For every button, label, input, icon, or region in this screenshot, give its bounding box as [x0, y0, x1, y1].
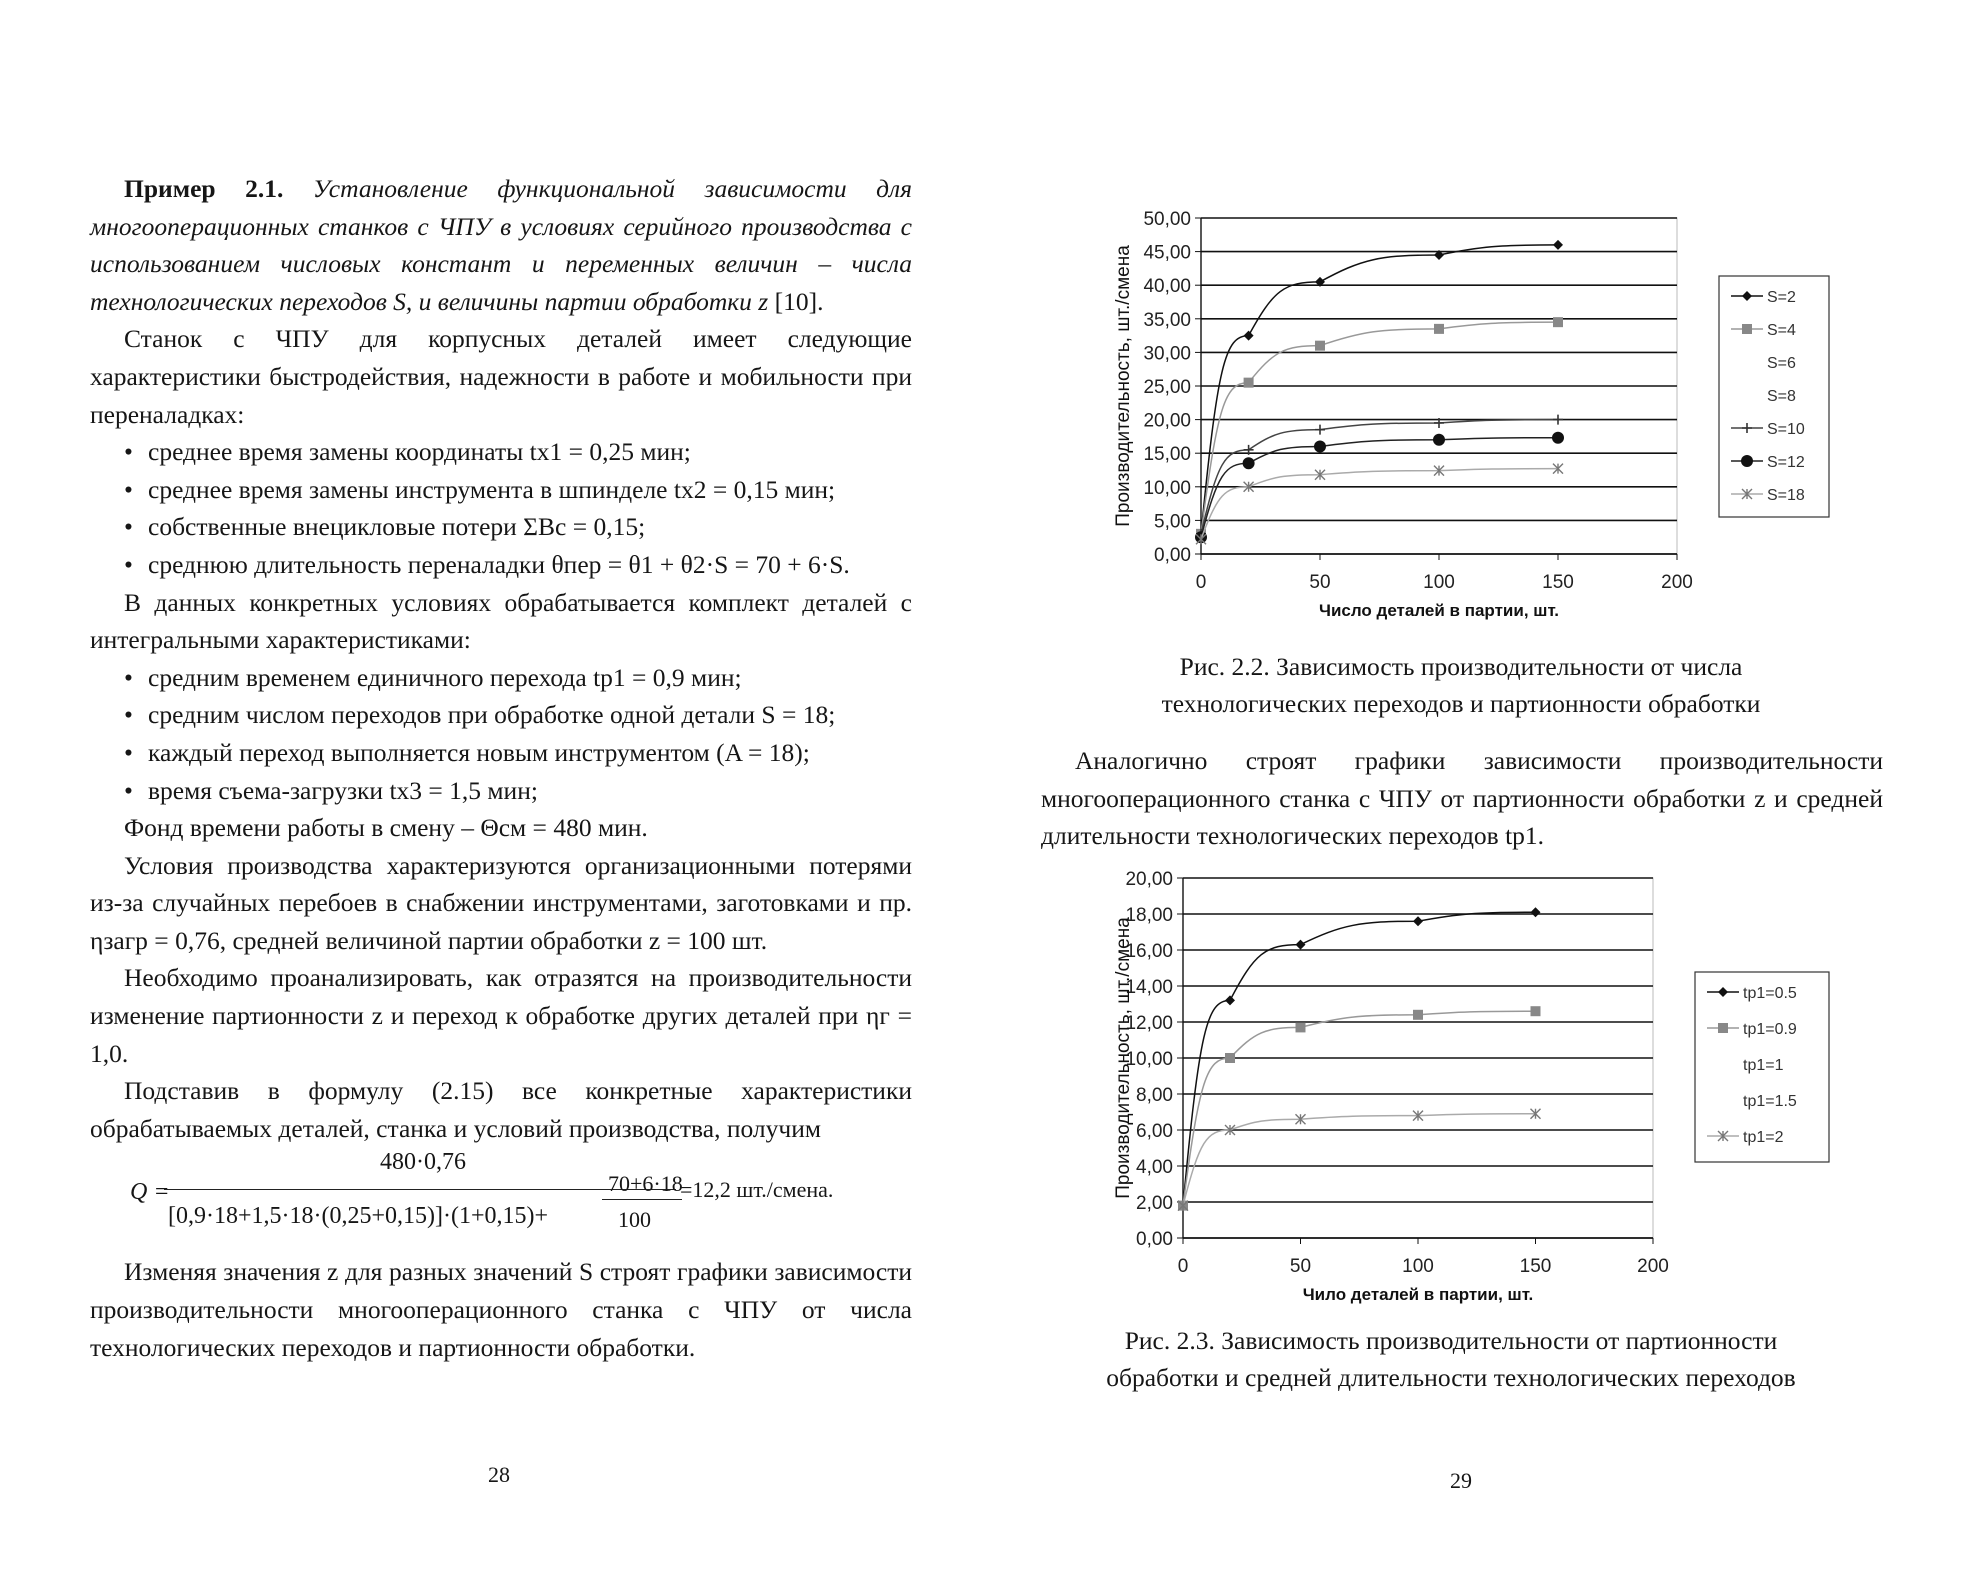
data-point [1244, 331, 1254, 341]
legend-label: S=4 [1767, 322, 1796, 339]
data-point [1413, 1010, 1423, 1020]
y-tick-label: 40,00 [1143, 276, 1191, 298]
legend-label: tp1=0.5 [1743, 985, 1797, 1002]
page-number-left: 28 [488, 1462, 510, 1487]
y-tick-label: 12,00 [1125, 1013, 1173, 1034]
fund-paragraph: Фонд времени работы в смену – Θсм = 480 мин. [124, 813, 648, 843]
x-tick-label: 150 [1519, 1256, 1552, 1277]
legend-label: tp1=1 [1743, 1057, 1784, 1074]
data-point [1433, 434, 1445, 446]
x-tick-label: 50 [1289, 1256, 1312, 1277]
legend-label: S=18 [1767, 487, 1805, 504]
legend-label: S=10 [1767, 421, 1805, 438]
parts-bullets [90, 659, 912, 809]
x-axis-label: Число деталей в партии, шт. [1319, 601, 1559, 620]
legend-label: S=12 [1767, 454, 1805, 471]
y-axis-label: Производительность, шт./смена [1113, 245, 1134, 527]
left-text-column [90, 170, 912, 1366]
data-point [1243, 457, 1255, 469]
formula-sub-numerator: 70+6·18 [608, 1171, 683, 1197]
data-point [1413, 916, 1423, 926]
right-page [981, 0, 1962, 1580]
y-tick-label: 35,00 [1143, 309, 1191, 331]
series-line [1201, 420, 1558, 534]
parts-paragraph: В данных конкретных условиях обрабатывается комплект деталей с интегральными характеристиками: [90, 587, 912, 655]
bullet-item: • среднее время замены координаты tx1 = 0,25 мин; [124, 433, 912, 471]
y-tick-label: 16,00 [1125, 941, 1173, 962]
formula-result: =12,2 шт./смена. [680, 1177, 834, 1203]
formula-fraction-bar [164, 1189, 676, 1190]
y-tick-label: 30,00 [1143, 343, 1191, 365]
bullet-item: • собственные внецикловые потери ΣBc = 0,15; [124, 508, 912, 546]
substitute-paragraph: Подставив в формулу (2.15) все конкретные характеристики обрабатываемых деталей, станка и условий производства, получим [90, 1076, 912, 1143]
x-tick-label: 200 [1637, 1256, 1669, 1277]
series-line [1183, 1114, 1536, 1206]
series-line [1201, 322, 1558, 534]
caption-fig-2-3: Рис. 2.3. Зависимость производительности от партионности обработки и средней длительности технологических переходов [1106, 1326, 1796, 1392]
bullet-item: • время съема-загрузки tx3 = 1,5 мин; [124, 772, 912, 810]
y-tick-label: 50,00 [1143, 209, 1191, 230]
data-point [1434, 324, 1444, 334]
x-tick-label: 100 [1423, 572, 1455, 593]
x-tick-label: 100 [1402, 1256, 1434, 1277]
bullet-item: • каждый переход выполняется новым инструментом (A = 18); [124, 734, 912, 772]
x-tick-label: 150 [1542, 572, 1574, 593]
legend-label: S=6 [1767, 355, 1796, 372]
conclusion-paragraph: Изменяя значения z для разных значений S строят графики зависимости производительности многооперационного станка с ЧПУ от числа технологических переходов и партионности обработки. [90, 1257, 912, 1362]
data-point [1531, 907, 1541, 917]
y-tick-label: 2,00 [1136, 1193, 1173, 1214]
data-point [1315, 341, 1325, 351]
series-line [1201, 245, 1558, 534]
x-tick-label: 200 [1661, 572, 1693, 593]
example-title: Установление функциональной зависимости для многооперационных станков с ЧПУ в условиях серийного производства с использованием числовых констант и переменных величин – числа технологических переходов S, и величины партии обработки z [90, 174, 912, 316]
y-tick-label: 8,00 [1136, 1085, 1173, 1106]
formula-numerator: 480·0,76 [380, 1149, 466, 1176]
y-tick-label: 10,00 [1143, 477, 1191, 499]
y-tick-label: 25,00 [1143, 377, 1191, 398]
y-tick-label: 45,00 [1143, 242, 1191, 264]
data-point [1552, 432, 1564, 444]
y-tick-label: 15,00 [1143, 444, 1191, 466]
y-tick-label: 10,00 [1125, 1049, 1173, 1070]
chart-fig-2-2 [1091, 190, 1851, 640]
intro-paragraph: Станок с ЧПУ для корпусных деталей имеет следующие характеристики быстродействия, надежности в работе и мобильности при переналадках: [90, 324, 912, 429]
data-point [1244, 378, 1254, 388]
y-tick-label: 20,00 [1143, 410, 1191, 432]
legend-label: S=8 [1767, 388, 1796, 405]
bullet-item: • среднюю длительность переналадки θпер = θ1 + θ2·S = 70 + 6·S. [124, 546, 912, 584]
caption-fig-2-2: Рис. 2.2. Зависимость производительности от числа технологических переходов и партионности обработки [1161, 652, 1761, 718]
legend-label: tp1=2 [1743, 1129, 1784, 1146]
series-line [1183, 912, 1536, 1205]
y-tick-label: 20,00 [1125, 869, 1173, 890]
x-tick-label: 0 [1177, 1256, 1189, 1277]
data-point [1225, 995, 1235, 1005]
formula-sub-denominator: 100 [618, 1207, 651, 1233]
legend-label: tp1=1.5 [1743, 1093, 1797, 1110]
machine-bullets [90, 433, 912, 583]
legend-label: S=2 [1767, 289, 1796, 306]
chart-fig-2-3 [1091, 868, 1851, 1308]
data-point [1553, 415, 1563, 425]
x-tick-label: 0 [1195, 572, 1207, 593]
legend-marker [1718, 1023, 1728, 1033]
formula-lhs: Q = [130, 1179, 170, 1206]
conditions-paragraph: Условия производства характеризуются организационными потерями из-за случайных перебоев в снабжении инструментами, заготовками и пр. ηзагр = 0,76, средней величиной партии обработки z = 100 шт. [90, 850, 912, 955]
y-axis-label: Производительность, шт./смена [1113, 917, 1134, 1199]
x-tick-label: 50 [1309, 572, 1331, 593]
data-point [1315, 425, 1325, 435]
data-point [1296, 940, 1306, 950]
formula-q [90, 1149, 912, 1245]
series-line [1183, 1011, 1536, 1205]
y-tick-label: 0,00 [1154, 545, 1191, 566]
y-tick-label: 14,00 [1125, 977, 1173, 998]
bullet-item: • средним числом переходов при обработке одной детали S = 18; [124, 696, 912, 734]
y-tick-label: 0,00 [1136, 1229, 1173, 1250]
page-number-right: 29 [1450, 1468, 1472, 1493]
formula-denominator: [0,9·18+1,5·18·(0,25+0,15)]·(1+0,15)+ [168, 1203, 549, 1230]
example-heading: Пример 2.1. [124, 174, 284, 203]
task-paragraph: Необходимо проанализировать, как отразятся на производительности изменение партионности z и переход к обработке других деталей при ηг = 1,0. [90, 963, 912, 1068]
legend-marker [1741, 455, 1753, 467]
data-point [1225, 1053, 1235, 1063]
data-point [1553, 317, 1563, 327]
legend-marker [1742, 324, 1752, 334]
data-point [1314, 440, 1326, 452]
y-tick-label: 6,00 [1136, 1121, 1173, 1142]
x-axis-label: Чило деталей в партии, шт. [1302, 1285, 1534, 1304]
y-tick-label: 5,00 [1154, 511, 1191, 533]
y-tick-label: 4,00 [1136, 1157, 1173, 1178]
data-point [1553, 240, 1563, 250]
example-paragraph [90, 170, 912, 320]
series-line [1201, 469, 1558, 540]
similar-paragraph: Аналогично строят графики зависимости производительности многооперационного станка с ЧПУ от партионности обработки z и средней длительности технологических переходов tp1. [1041, 746, 1883, 851]
example-ref: [10]. [774, 286, 824, 316]
data-point [1531, 1006, 1541, 1016]
bullet-item: • среднее время замены инструмента в шпинделе tx2 = 0,15 мин; [124, 471, 912, 509]
legend-label: tp1=0.9 [1743, 1021, 1797, 1038]
bullet-item: • средним временем единичного перехода tp1 = 0,9 мин; [124, 659, 912, 697]
data-point [1296, 1022, 1306, 1032]
formula-sub-fraction-bar [602, 1199, 682, 1200]
y-tick-label: 18,00 [1125, 905, 1173, 926]
